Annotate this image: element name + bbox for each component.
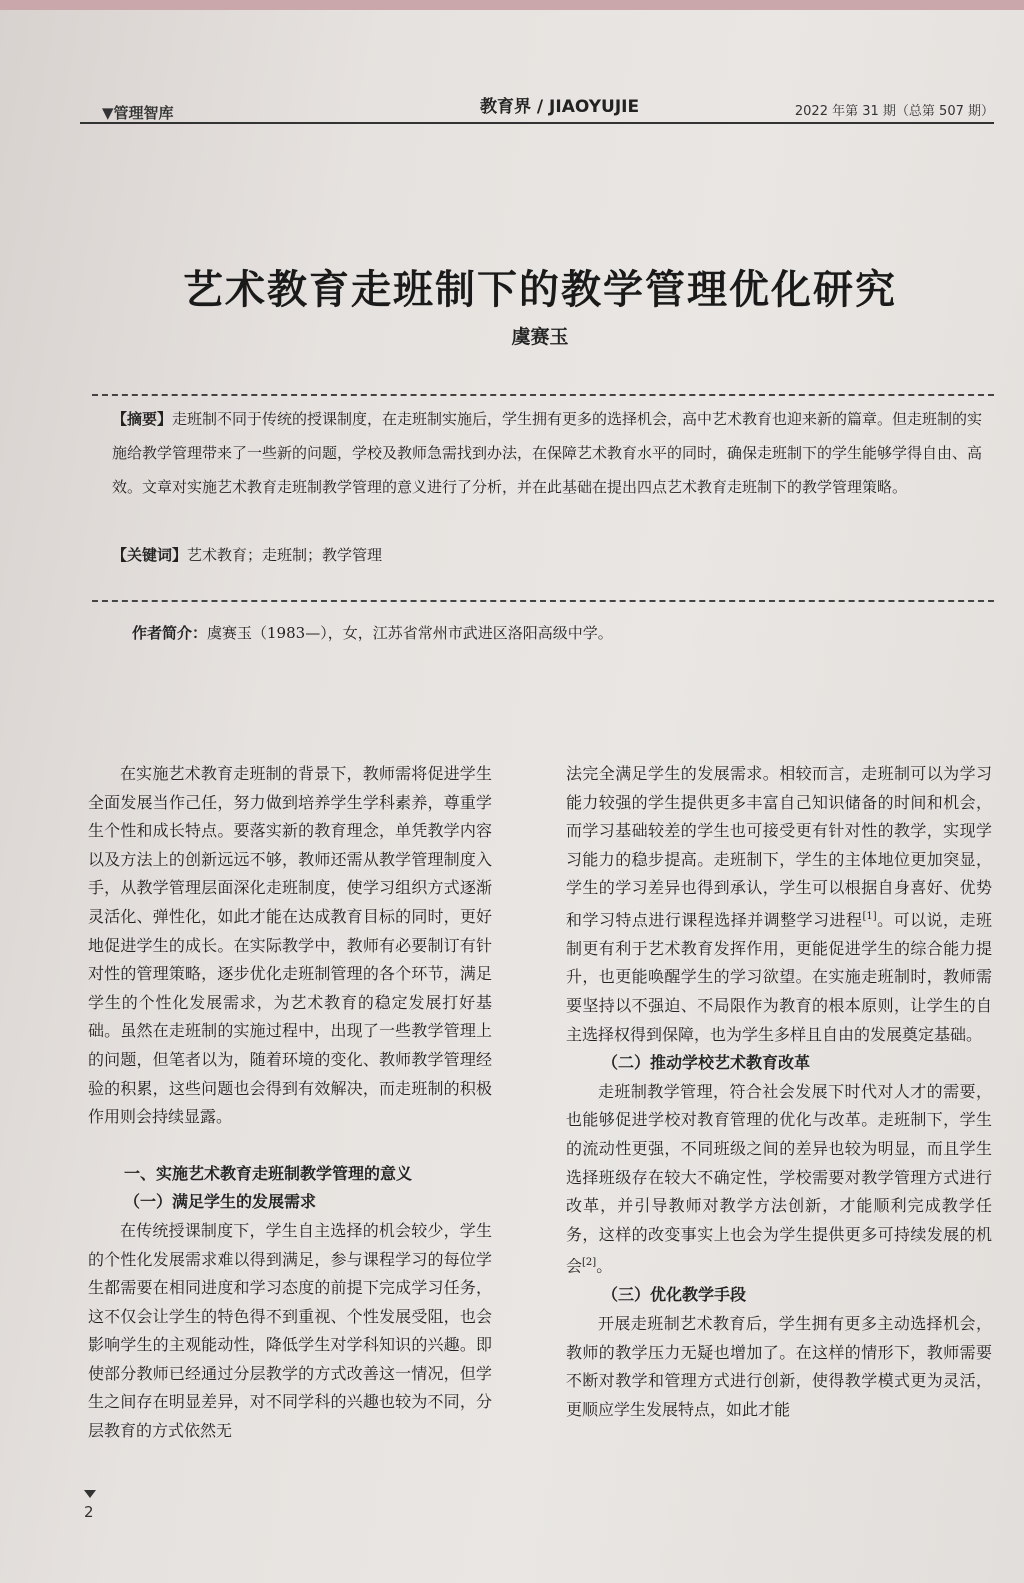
subsection-heading: （三）优化教学手段	[602, 1285, 747, 1305]
bio-label: 作者简介：	[132, 624, 208, 642]
paragraph: 在传统授课制度下，学生自主选择的机会较少，学生的个性化发展需求难以得到满足，参与课程学习的每位学生都需要在相同进度和学习态度的前提下完成学习任务，这不仅会让学生的特色得不到重视、个性发展受阻，也会影响学生的主观能动性，降低学生对学科知识的兴趣。即使部分教师已经通过分层教学的方式改善这一情况，但学生之间存在明显差异，对不同学科的兴趣也较为不同，分层教育的方式依然无	[88, 1220, 492, 1441]
keywords-text: 艺术教育；走班制；教学管理	[187, 546, 383, 564]
page-number: 2	[84, 1503, 94, 1521]
citation: [2]	[582, 1257, 597, 1269]
paragraph: 在实施艺术教育走班制的背景下，教师需将促进学生全面发展当作己任，努力做到培养学生学科素养，尊重学生个性和成长特点。要落实新的教育理念，单凭教学内容以及方法上的创新远远不够，教师还需从教学管理制度入手，从教学管理层面深化走班制度，使学习组织方式逐渐灵活化、弹性化，如此才能在达成教育目标的同时，更好地促进学生的成长。在实际教学中，教师有必要制订有针对性的管理策略，逐步优化走班制管理的各个环节，满足学生的个性化发展需求，为艺术教育的稳定发展打好基础。虽然在走班制的实施过程中，出现了一些教学管理上的问题，但笔者以为，随着环境的变化、教师教学管理经验的积累，这些问题也会得到有效解决，而走班制的积极作用则会持续显露。	[88, 764, 492, 1127]
author-bio	[132, 618, 992, 648]
subsection-heading: （二）推动学校艺术教育改革	[602, 1053, 811, 1073]
background-edge	[0, 0, 1024, 10]
paragraph-text: 。	[596, 1256, 613, 1276]
subsection-heading: （一）满足学生的发展需求	[124, 1192, 317, 1212]
keywords	[112, 538, 992, 572]
paragraph-text: 法完全满足学生的发展需求。相较而言，走班制可以为学习能力较强的学生提供更多丰富自己知识储备的时间和机会，而学习基础较差的学生也可接受更有针对性的教学，实现学习能力的稳步提高。走班制下，学生的主体地位更加突显，学生的学习差异也得到承认，学生可以根据自身喜好、优势和学习特点进行课程选择并调整学习进程	[566, 764, 992, 930]
article-author: 虞赛玉	[511, 326, 569, 348]
running-header	[80, 92, 994, 124]
abstract-text: 走班制不同于传统的授课制度，在走班制实施后，学生拥有更多的选择机会，高中艺术教育也迎来新的篇章。但走班制的实施给教学管理带来了一些新的问题，学校及教师急需找到办法，在保障艺术教育水平的同时，确保走班制下的学生能够学得自由、高效。文章对实施艺术教育走班制教学管理的意义进行了分析，并在此基础在提出四点艺术教育走班制下的教学管理策略。	[112, 410, 983, 496]
left-column	[88, 760, 492, 1446]
paragraph-text: 。可以说，走班制更有利于艺术教育发挥作用，更能促进学生的综合能力提升，也更能唤醒学生的学习欲望。在实施走班制时，教师需要坚持以不强迫、不局限作为教育的根本原则，让学生的自主选择权得到保障，也为学生多样且自由的发展奠定基础。	[566, 910, 992, 1044]
bio-text: 虞赛玉（1983—），女，江苏省常州市武进区洛阳高级中学。	[207, 624, 613, 642]
abstract-label: 【摘要】	[112, 410, 173, 428]
divider-bottom	[92, 600, 994, 602]
citation: [1]	[862, 910, 877, 922]
right-column	[566, 760, 992, 1424]
keywords-label: 【关键词】	[112, 546, 188, 564]
abstract	[112, 402, 992, 504]
triangle-icon	[84, 1490, 96, 1498]
paragraph-text: 走班制教学管理，符合社会发展下时代对人才的需要，也能够促进学校对教育管理的优化与改革。走班制下，学生的流动性更强，不同班级之间的差异也较为明显，而且学生选择班级存在较大不确定性，学校需要对教学管理方式进行改革，并引导教师对教学方法创新，才能顺利完成教学任务，这样的改变事实上也会为学生提供更多可持续发展的机会	[566, 1081, 992, 1276]
article-title: 艺术教育走班制下的教学管理优化研究	[183, 267, 897, 313]
issue-info: 2022 年第 31 期（总第 507 期）	[794, 104, 994, 119]
paragraph	[566, 1078, 992, 1281]
divider-top	[92, 394, 994, 396]
journal-name: 教育界 / JIAOYUJIE	[480, 97, 640, 117]
paragraph	[566, 760, 992, 1049]
section-label: ▼管理智库	[102, 104, 174, 122]
paragraph: 开展走班制艺术教育后，学生拥有更多主动选择机会，教师的教学压力无疑也增加了。在这样的情形下，教师需要不断对教学和管理方式进行创新，使得教学模式更为灵活，更顺应学生发展特点，如此才能	[566, 1313, 992, 1419]
section-heading: 一、实施艺术教育走班制教学管理的意义	[124, 1163, 413, 1183]
